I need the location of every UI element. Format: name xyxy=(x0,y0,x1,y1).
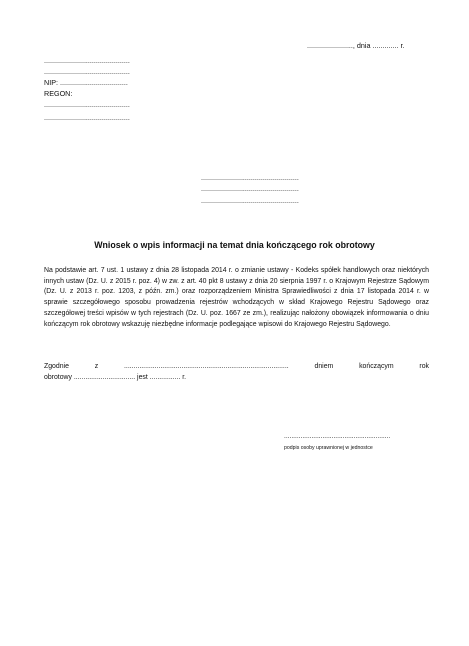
statement-word: rok xyxy=(419,363,429,370)
recipient-line-2: ................................................. xyxy=(201,184,299,193)
recipient-line-1: ................................................. xyxy=(201,173,299,182)
statement-word: Zgodnie xyxy=(44,363,69,370)
recipient-line-3: ................................................. xyxy=(201,196,299,205)
sender-regon: REGON: xyxy=(44,89,73,98)
sender-line-3: ........................................... xyxy=(44,100,130,109)
statement-blank: ...................................................................................... xyxy=(124,363,289,370)
sender-line-1: ........................................... xyxy=(44,56,130,65)
sender-nip: NIP: .................................. xyxy=(44,78,128,87)
signature-line: .......................................................... xyxy=(284,433,391,440)
statement-word: kończącym xyxy=(359,363,394,370)
signature-caption: podpis osoby uprawnionej w jednostce xyxy=(284,445,373,451)
sender-line-2: ........................................... xyxy=(44,67,130,76)
document-title: Wniosek o wpis informacji na temat dnia kończącego rok obrotowy xyxy=(94,240,375,250)
statement-line-1 xyxy=(44,362,429,373)
sender-line-4: ........................................... xyxy=(44,113,130,122)
body-paragraph: Na podstawie art. 7 ust. 1 ustawy z dnia 28 listopada 2014 r. o zmianie ustawy - Kodeks spółek handlowych oraz niektórych innych ustaw (Dz. U. z 2015 r. poz. 4) w zw. z art. 40 pkt 8 ustawy z dnia 20 sierpnia 1997 r. o Krajowym Rejestrze Sądowym (Dz. U. z 2013 r. poz. 1203, z późn. zm.) oraz rozporządzeniem Ministra Sprawiedliwości z dnia 17 listopada 2014 r. w sprawie szczegółowego sposobu prowadzenia rejestrów wchodzących w skład Krajowego Rejestru Sądowego oraz szczegółowej treści wpisów w tych rejestrach (Dz. U. poz. 1667 ze zm.), realizując nałożony obowiązek informowania o dniu kończącym rok obrotowy wskazuję niezbędne informacje podlegające wpisowi do Krajowego Rejestru Sądowego. xyxy=(44,267,429,328)
statement-word: z xyxy=(94,363,99,370)
statement-word: dniem xyxy=(314,363,334,370)
place-and-date: ......................., dnia ............. r. xyxy=(307,41,405,50)
statement-line-2: obrotowy ................................ jest ................ r. xyxy=(44,374,187,381)
